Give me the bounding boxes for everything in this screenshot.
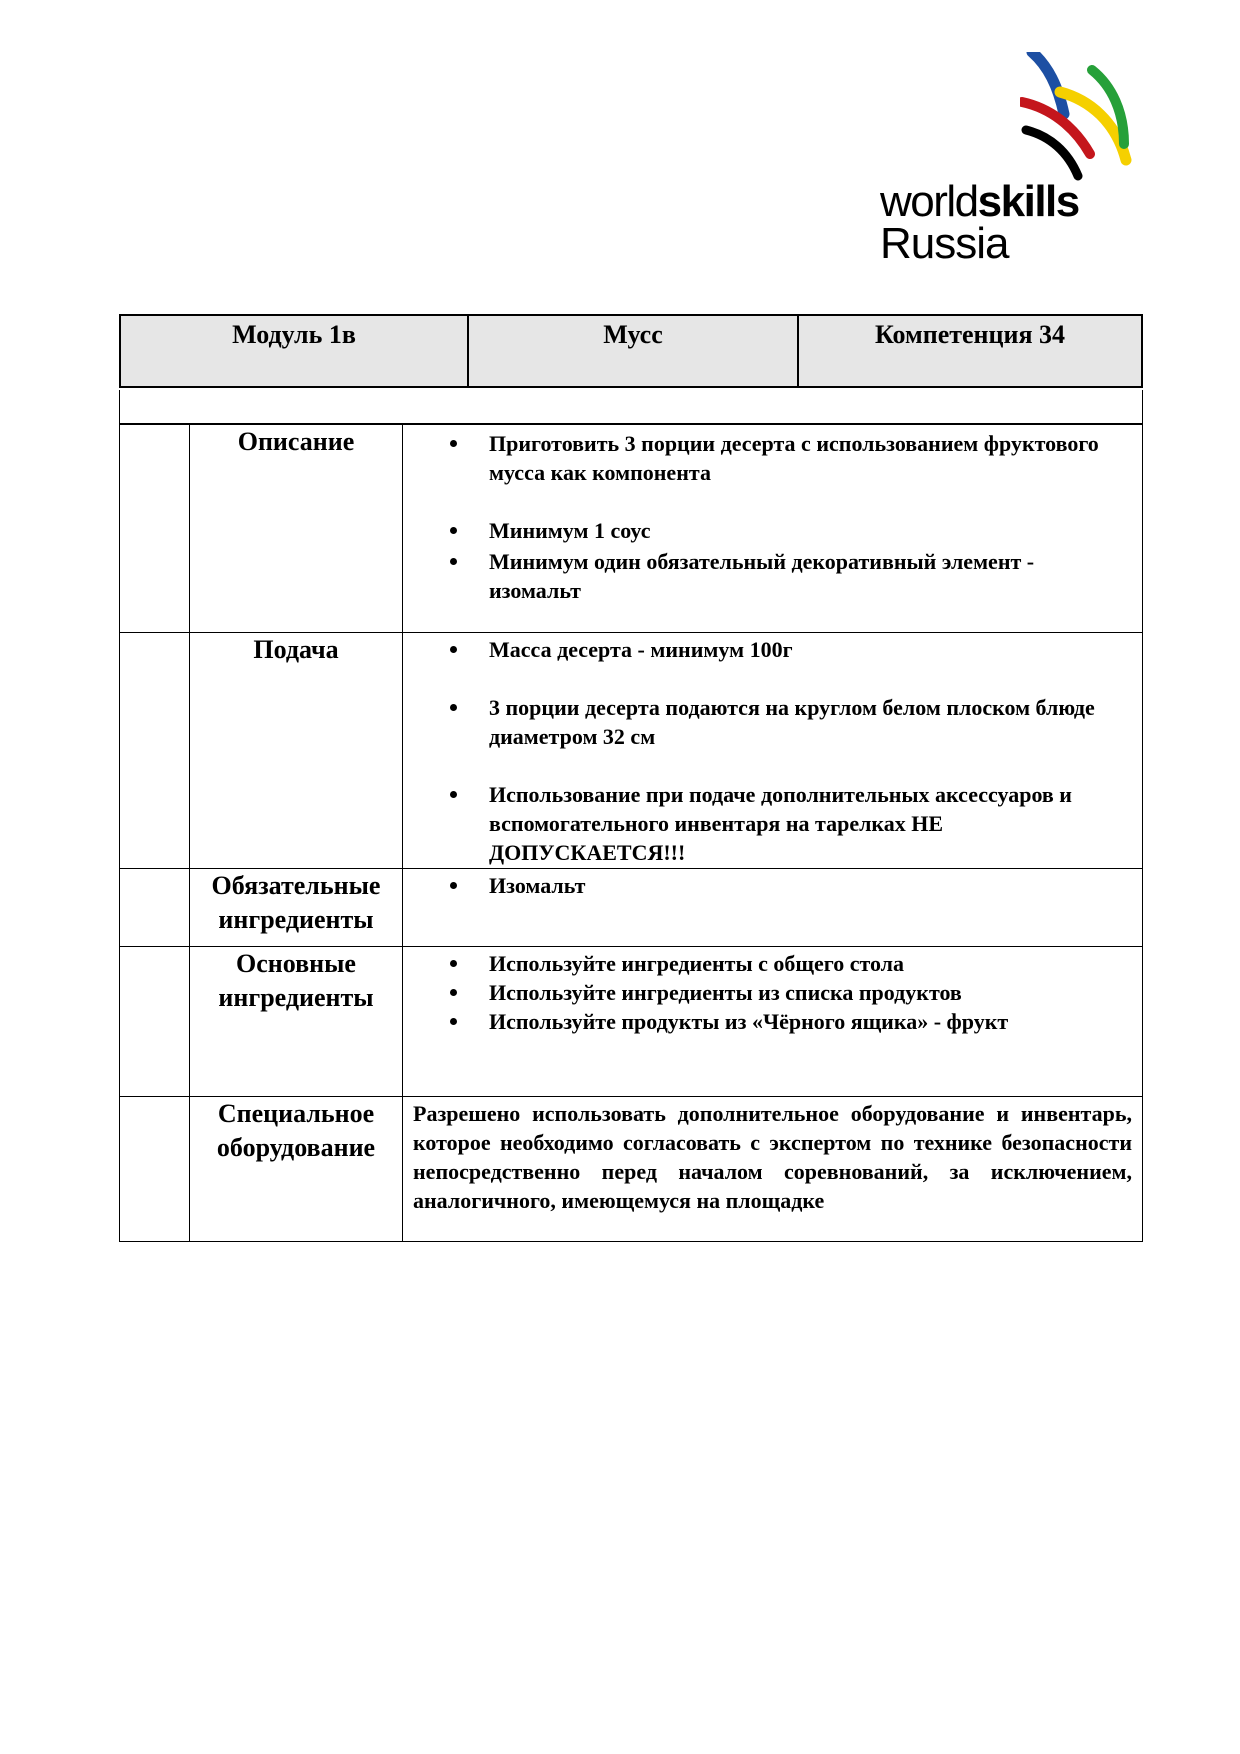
table-row-equipment — [120, 1097, 1143, 1242]
equipment-text: Разрешено использовать дополнительное оборудование и инвентарь, которое необходимо согласовать с экспертом по технике безопасности непосредственно перед началом соревнований, за исключением, аналогичного, имеющемуся на площадке — [413, 1101, 1132, 1213]
blank-cell — [120, 633, 190, 869]
description-content — [403, 425, 1143, 633]
table-row-serving — [120, 633, 1143, 869]
bullet-icon — [450, 646, 457, 653]
bullet-icon — [450, 989, 457, 996]
table-row-description — [120, 425, 1143, 633]
main-ingredients-content — [403, 947, 1143, 1097]
row-label-serving: Подача — [190, 633, 403, 869]
spacer-row — [119, 390, 1143, 424]
table-row-main-ingredients — [120, 947, 1143, 1097]
row-label-equipment: Специальное оборудование — [190, 1097, 403, 1242]
list-item: Используйте ингредиенты из списка продуктов — [403, 978, 1130, 1007]
bullet-icon — [450, 527, 457, 534]
module-table — [119, 424, 1143, 1242]
list-item: Изомальт — [403, 871, 1130, 900]
row-label-main-ingredients: Основные ингредиенты — [190, 947, 403, 1097]
competence-number: Компетенция 34 — [797, 314, 1143, 388]
list-item: Используйте продукты из «Чёрного ящика» - фрукт — [403, 1007, 1130, 1036]
bullet-icon — [450, 791, 457, 798]
bullet-icon — [450, 704, 457, 711]
worldskills-logo-mark-icon — [1020, 52, 1140, 182]
list-item: Использование при подаче дополнительных аксессуаров и вспомогательного инвентаря на тарелках НЕ ДОПУСКАЕТСЯ!!! — [403, 780, 1130, 867]
blank-cell — [120, 425, 190, 633]
logo-region: Russia — [880, 219, 1009, 268]
equipment-content — [403, 1097, 1143, 1242]
bullet-icon — [450, 558, 457, 565]
blank-cell — [120, 1097, 190, 1242]
bullet-icon — [450, 960, 457, 967]
worldskills-russia-logo — [880, 52, 1140, 272]
row-label-mandatory: Обязательные ингредиенты — [190, 869, 403, 947]
logo-wordmark: worldskills — [880, 177, 1079, 226]
list-item: 3 порции десерта подаются на круглом белом плоском блюде диаметром 32 см — [403, 693, 1130, 751]
module-header — [119, 314, 1143, 390]
bullet-icon — [450, 882, 457, 889]
list-item: Масса десерта - минимум 100г — [403, 635, 1130, 664]
module-number: Модуль 1в — [119, 314, 469, 388]
list-item: Минимум 1 соус — [403, 516, 1130, 545]
table-row-mandatory — [120, 869, 1143, 947]
serving-content — [403, 633, 1143, 869]
blank-cell — [120, 947, 190, 1097]
bullet-icon — [450, 440, 457, 447]
list-item: Минимум один обязательный декоративный элемент - изомальт — [403, 547, 1130, 605]
blank-cell — [120, 869, 190, 947]
bullet-icon — [450, 1018, 457, 1025]
row-label-description: Описание — [190, 425, 403, 633]
list-item: Используйте ингредиенты с общего стола — [403, 949, 1130, 978]
module-title: Мусс — [467, 314, 799, 388]
list-item: Приготовить 3 порции десерта с использованием фруктового мусса как компонента — [403, 429, 1130, 487]
mandatory-content — [403, 869, 1143, 947]
